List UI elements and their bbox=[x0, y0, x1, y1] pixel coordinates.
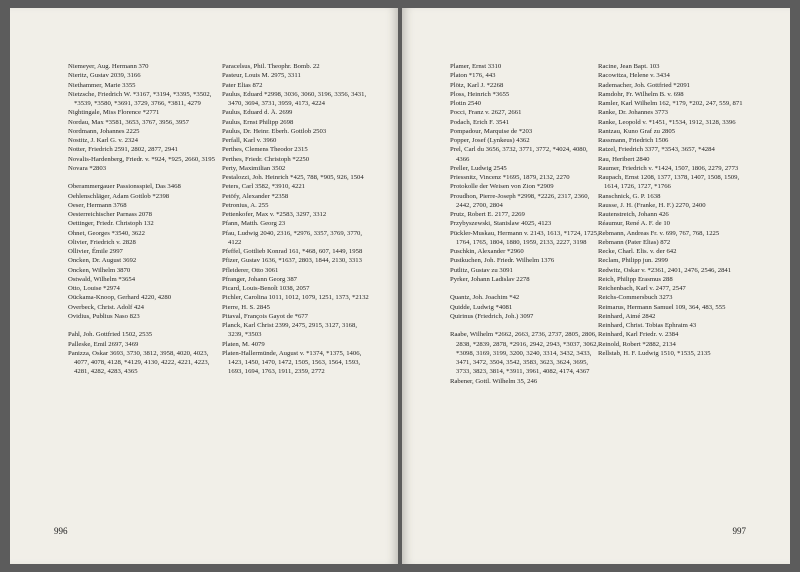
book-spread bbox=[10, 8, 790, 564]
index-entry: Ramdohr, Fr. Wilhelm B. v. 698 bbox=[598, 90, 684, 98]
index-entry: Oeser, Hermann 3768 bbox=[68, 201, 127, 209]
index-entry: Preller, Ludwig 2545 bbox=[450, 164, 507, 172]
index-entry: Pichler, Carolina 1011, 1012, 1079, 1251, 1373, *2132 bbox=[222, 294, 369, 302]
index-entry: Nostitz, J. Karl G. v. 2324 bbox=[68, 137, 138, 144]
index-entry: Racine, Jean Bapt. 103 bbox=[598, 63, 660, 70]
index-entry: Rantzau, Kuno Graf zu 2805 bbox=[598, 127, 676, 135]
index-column bbox=[222, 62, 372, 377]
index-entry: Oehlenschläger, Adam Gottlob *2398 bbox=[68, 192, 170, 200]
index-entry: Ranschnick, G. P. 1638 bbox=[598, 192, 661, 200]
index-entry: Rellstab, H. F. Ludwig 1510, *1535, 2135 bbox=[598, 349, 711, 357]
index-entry: Nordmann, Johannes 2225 bbox=[68, 127, 140, 135]
index-entry: Oncken, Wilhelm 3870 bbox=[68, 266, 131, 274]
index-entry: Perthes, Friedr. Christoph *2250 bbox=[222, 155, 310, 163]
index-entry: Niethammer, Marie 3355 bbox=[68, 81, 136, 89]
index-entry: Racowitza, Helene v. 3434 bbox=[598, 72, 670, 80]
index-entry: Pahl, Joh. Gottfried 1502, 2535 bbox=[68, 331, 153, 339]
index-entry: Novalis-Hardenberg, Friedr. v. *924, *925, 2660, 3195 bbox=[68, 155, 215, 163]
index-entry: Paulus, Ernst Philipp 2698 bbox=[222, 118, 294, 126]
index-entry: Pettenkofer, Max v. *2583, 3297, 3312 bbox=[222, 211, 327, 218]
index-entry: Protokolle der Weisen von Zion *2909 bbox=[450, 183, 554, 191]
index-entry: Podach, Erich F. 3541 bbox=[450, 118, 510, 126]
index-entry: Pustkuchen, Joh. Friedr. Wilhelm 1376 bbox=[450, 257, 555, 265]
index-entry: Olivier, Friedrich v. 2828 bbox=[68, 238, 136, 246]
index-entry: Overbeck, Christ. Adolf 424 bbox=[68, 303, 144, 311]
index-entry: Pasteur, Louis M. 2975, 3311 bbox=[222, 72, 301, 80]
index-entry: Platen-Hallermünde, August v. *1374, *1375, 1406, 1423, 1450, 1470, 1472, 1505, 1563, 1564, 1593, 1693, 1694, 1763, 1911, 2359, 2772 bbox=[222, 349, 362, 376]
index-entry: Ovidius, Publius Naso 823 bbox=[68, 312, 140, 320]
index-entry: Paulus, Eduard d. Ä. 2699 bbox=[222, 109, 293, 117]
index-entry: Ohnet, Georges *3540, 3622 bbox=[68, 229, 145, 237]
index-column bbox=[450, 62, 600, 386]
index-entry: Priessnitz, Vincenz *1695, 1879, 2132, 2270 bbox=[450, 174, 570, 181]
index-entry: Quirinus (Friedrich, Joh.) 3097 bbox=[450, 312, 534, 320]
index-entry: Nightingale, Miss Florence *2771 bbox=[68, 109, 160, 117]
index-entry: Pfau, Ludwig 2040, 2316, *2976, 3357, 3769, 3770, 4122 bbox=[222, 229, 363, 246]
index-entry: Perthes, Clemens Theodor 2315 bbox=[222, 146, 308, 154]
index-entry: Paulus, Dr. Heinr. Eberh. Gottlob 2503 bbox=[222, 127, 327, 135]
index-entry: Rassmann, Friedrich 1506 bbox=[598, 137, 669, 144]
index-entry: Rautenstreich, Johann 426 bbox=[598, 211, 669, 218]
section-gap bbox=[450, 284, 600, 293]
index-entry: Redwitz, Oskar v. *2361, 2401, 2476, 2546, 2841 bbox=[598, 266, 732, 274]
index-entry: Reinhard, Karl Friedr. v. 2384 bbox=[598, 331, 679, 339]
index-entry: Notter, Friedrich 2591, 2802, 2877, 2941 bbox=[68, 146, 178, 154]
index-entry: Raabe, Wilhelm *2662, 2663, 2736, 2737, 2805, 2806, 2838, *2839, 2878, *2916, 2942, 2943, *3037, 3062, *3098, 3169, 3199, 3200, 3240, 3314, 3432, 3433, 3471, 3472, 3504, 3542, 3583, 3623, 3624, 3695, 3733, 3823, 3814, *3911, 3961, 4082, 4174, 4367 bbox=[450, 331, 599, 376]
index-entry: Petronius, A. 255 bbox=[222, 201, 269, 209]
section-gap bbox=[450, 321, 600, 330]
index-entry: Pfann, Matth. Georg 23 bbox=[222, 220, 286, 228]
index-entry: Ostwald, Wilhelm *3654 bbox=[68, 275, 136, 283]
index-entry: Popper, Josef (Lynkeus) 4362 bbox=[450, 137, 530, 144]
right-page bbox=[402, 8, 790, 564]
index-entry: Novara *2803 bbox=[68, 164, 107, 172]
index-column bbox=[598, 62, 748, 358]
index-entry: Rausse, J. H. (Franke, H. F.) 2270, 2400 bbox=[598, 201, 706, 209]
index-entry: Przybyszewski, Stanislaw 4025, 4123 bbox=[450, 220, 552, 228]
index-entry: Reich, Philipp Erasmus 288 bbox=[598, 275, 673, 283]
index-entry: Plotin 2540 bbox=[450, 100, 482, 107]
index-entry: Niemeyer, Aug. Hermann 370 bbox=[68, 63, 149, 70]
index-entry: Réaumur, René A. F. de 10 bbox=[598, 220, 671, 228]
index-entry: Pfleiderer, Otto 3061 bbox=[222, 266, 279, 274]
index-entry: Petöfy, Alexander *2358 bbox=[222, 192, 289, 200]
index-entry: Panizza, Oskar 3693, 3730, 3812, 3958, 4020, 4023, 4077, 4078, 4128, *4129, 4130, 4222, 4221, 4223, 4281, 4282, 4283, 4365 bbox=[68, 349, 210, 376]
index-entry: Pierre, H. S. 2845 bbox=[222, 303, 270, 311]
index-entry: Nietzsche, Friedrich W. *3167, *3194, *3395, *3502, *3539, *3580, *3691, 3729, 3766, *3811, 4279 bbox=[68, 90, 212, 107]
index-entry: Raumer, Friedrich v. *1424, 1507, 1806, 2279, 2773 bbox=[598, 164, 739, 172]
index-entry: Plötz, Karl J. *2268 bbox=[450, 81, 504, 89]
index-entry: Palleske, Emil 2697, 3469 bbox=[68, 340, 139, 348]
index-entry: Paulus, Eduard *2998, 3036, 3060, 3196, 3356, 3431, 3470, 3694, 3731, 3959, 4173, 4224 bbox=[222, 90, 367, 107]
index-entry: Puschkin, Alexander *2960 bbox=[450, 248, 524, 255]
index-entry: Pfranger, Johann Georg 387 bbox=[222, 275, 298, 283]
section-gap bbox=[68, 173, 218, 182]
index-entry: Ramler, Karl Wilhelm 162, *179, *202, 247, 559, 871 bbox=[598, 100, 743, 107]
index-entry: Recke, Charl. Elis. v. der 642 bbox=[598, 248, 677, 255]
index-entry: Rademacher, Joh. Gottfried *2091 bbox=[598, 81, 691, 89]
index-entry: Nieritz, Gustav 2039, 3166 bbox=[68, 72, 141, 80]
index-entry: Pückler-Muskau, Hermann v. 2143, 1613, *1724, 1725, 1764, 1765, 1804, 1880, 1959, 2133, 2227, 3198 bbox=[450, 229, 599, 246]
index-entry: Reichs-Commersbuch 3273 bbox=[598, 294, 673, 302]
index-entry: Ollivier, Émile 2997 bbox=[68, 248, 123, 255]
index-entry: Nordau, Max *3581, 3653, 3767, 3956, 3957 bbox=[68, 118, 189, 126]
page-number: 997 bbox=[732, 526, 746, 536]
index-entry: Reclam, Philipp jun. 2999 bbox=[598, 257, 669, 265]
index-entry: Reinold, Robert *2882, 2134 bbox=[598, 340, 676, 348]
index-entry: Reinhard, Christ. Tobias Ephraim 43 bbox=[598, 322, 697, 329]
index-entry: Reimarus, Hermann Samuel 109, 364, 483, 555 bbox=[598, 303, 726, 311]
index-entry: Peters, Carl 3582, *3910, 4221 bbox=[222, 183, 306, 191]
index-entry: Ratzel, Friedrich 3377, *3543, 3657, *4284 bbox=[598, 146, 715, 154]
index-entry: Perty, Maximilian 3502 bbox=[222, 164, 286, 172]
index-entry: Pater Elias 872 bbox=[222, 81, 263, 89]
index-entry: Prel, Carl du 3656, 3732, 3771, 3772, *4024, 4080, 4366 bbox=[450, 146, 588, 163]
index-entry: Quidde, Ludwig *4081 bbox=[450, 303, 513, 311]
index-entry: Raupach, Ernst 1208, 1377, 1378, 1407, 1508, 1509, 1614, 1726, 1727, *1766 bbox=[598, 174, 740, 191]
index-entry: Pfizer, Gustav 1636, *1637, 2803, 1844, 2130, 3313 bbox=[222, 257, 362, 265]
index-entry: Pompadour, Marquise de *203 bbox=[450, 127, 533, 135]
index-entry: Pestalozzi, Joh. Heinrich *425, 788, *905, 926, 1504 bbox=[222, 174, 364, 181]
index-entry: Pocci, Franz v. 2627, 2661 bbox=[450, 109, 522, 117]
index-entry: Pitaval, François Gayot de *677 bbox=[222, 312, 308, 320]
index-entry: Picard, Louis-Benoît 1038, 2057 bbox=[222, 285, 310, 292]
index-entry: Putlitz, Gustav zu 3091 bbox=[450, 266, 513, 274]
index-entry: Oncken, Dr. August 3692 bbox=[68, 257, 137, 265]
index-entry: Oesterreichischer Parnass 2078 bbox=[68, 211, 152, 218]
index-entry: Reichenbach, Karl v. 2477, 2547 bbox=[598, 285, 686, 292]
index-entry: Reinhard, Aimé 2842 bbox=[598, 312, 656, 320]
index-entry: Platon *176, 443 bbox=[450, 72, 496, 80]
left-page bbox=[10, 8, 398, 564]
index-entry: Platen, M. 4079 bbox=[222, 340, 265, 348]
page-number: 996 bbox=[54, 526, 68, 536]
index-entry: Ranke, Leopold v. *1451, *1534, 1912, 3128, 3396 bbox=[598, 118, 736, 126]
section-gap bbox=[68, 321, 218, 330]
index-entry: Prutz, Robert E. 2177, 2269 bbox=[450, 211, 525, 218]
index-entry: Pfeffel, Gottlieb Konrad 161, *468, 607, 1449, 1958 bbox=[222, 248, 363, 255]
index-entry: Proudhon, Pierre-Joseph *2998, *2226, 2317, 2360, 2442, 2700, 2804 bbox=[450, 192, 590, 209]
index-entry: Rau, Heribert 2840 bbox=[598, 155, 650, 163]
index-entry: Paracelsus, Phil. Theophr. Bomb. 22 bbox=[222, 63, 320, 70]
index-entry: Perfall, Karl v. 3960 bbox=[222, 137, 277, 144]
index-column bbox=[68, 62, 218, 377]
index-entry: Rebmann (Pater Elias) 872 bbox=[598, 238, 671, 246]
index-entry: Quantz, Joh. Joachim *42 bbox=[450, 294, 520, 302]
index-entry: Oückama-Knoop, Gerhard 4220, 4280 bbox=[68, 294, 172, 302]
index-entry: Plamer, Ernst 3310 bbox=[450, 63, 502, 70]
index-entry: Otto, Louise *2974 bbox=[68, 285, 120, 292]
index-entry: Rebmann, Andreas Fr. v. 699, 767, 768, 1225 bbox=[598, 229, 720, 237]
index-entry: Ranke, Dr. Johannes 3773 bbox=[598, 109, 669, 117]
index-entry: Ploss, Heinrich *3655 bbox=[450, 90, 510, 98]
index-entry: Oettinger, Friedr. Christoph 132 bbox=[68, 220, 154, 228]
index-entry: Rabener, Gottl. Wilhelm 35, 246 bbox=[450, 377, 538, 385]
index-entry: Oberammergauer Passionsspiel, Das 3468 bbox=[68, 183, 181, 191]
index-entry: Pyrker, Johann Ladislav 2278 bbox=[450, 275, 530, 283]
index-entry: Planck, Karl Christ 2399, 2475, 2915, 3127, 3168, 3239, *3503 bbox=[222, 322, 358, 339]
